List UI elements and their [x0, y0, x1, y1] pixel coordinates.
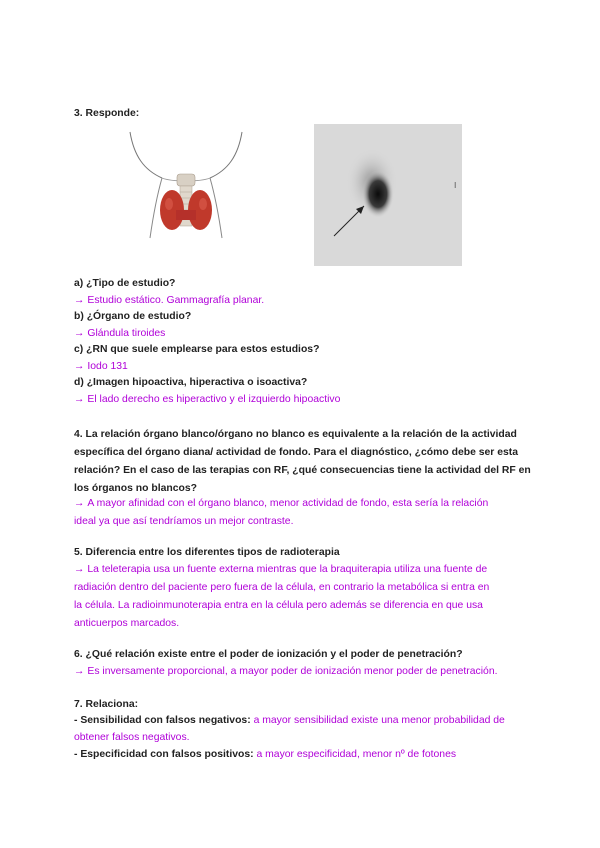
q5-answer-line: anticuerpos marcados. [74, 618, 180, 629]
q5-answer-line: la célula. La radioinmunoterapia entra en la célula pero además se diferencia en que usa [74, 600, 483, 611]
q4-answer-line: → A mayor afinidad con el órgano blanco, menor actividad de fondo, esta sería la relación [74, 498, 489, 509]
q7-item2-label: - Especificidad con falsos positivos: [74, 749, 254, 760]
arrow-icon: → [74, 564, 85, 575]
q3c-answer: → Iodo 131 [74, 361, 128, 372]
arrow-icon: → [74, 361, 85, 372]
arrow-icon: → [74, 498, 85, 509]
q3-title: 3. Responde: [74, 108, 140, 119]
q4-answer-line: ideal ya que así tendríamos un mejor contraste. [74, 516, 294, 527]
q3d-answer: → El lado derecho es hiperactivo y el izquierdo hipoactivo [74, 394, 341, 405]
q7-item1-answer-cont: obtener falsos negativos. [74, 732, 190, 743]
q6-title: 6. ¿Qué relación existe entre el poder de ionización y el poder de penetración? [74, 649, 463, 660]
q7-item-especificidad [74, 748, 456, 762]
q3c-question: c) ¿RN que suele emplearse para estos estudios? [74, 344, 320, 355]
q6-answer: → Es inversamente proporcional, a mayor poder de ionización menor poder de penetración. [74, 666, 498, 677]
thyroid-scintigraphy-image [314, 124, 462, 266]
q3a-answer: → Estudio estático. Gammagrafía planar. [74, 295, 265, 306]
q5-title: 5. Diferencia entre los diferentes tipos de radioterapia [74, 547, 340, 558]
q7-item1-answer: a mayor sensibilidad existe una menor probabilidad de [253, 715, 505, 726]
q3b-answer: → Glándula tiroides [74, 328, 166, 339]
q7-item1-label: - Sensibilidad con falsos negativos: [74, 715, 251, 726]
svg-text:I: I [454, 181, 457, 190]
arrow-icon: → [74, 666, 85, 677]
q4-question-line: relación? En el caso de las terapias con RF, ¿qué consecuencias tiene la actividad del RF en [74, 465, 531, 476]
thyroid-neck-illustration [120, 130, 252, 240]
q4-question-line: los órganos no blancos? [74, 483, 197, 494]
q5-answer-line: → La teleterapia usa un fuente externa mientras que la braquiterapia utiliza una fuente de [74, 564, 488, 575]
q7-title: 7. Relaciona: [74, 699, 139, 710]
q7-item-sensibilidad [74, 714, 505, 728]
q7-item2-answer: a mayor especificidad, menor nº de fotones [256, 749, 457, 760]
q3a-question: a) ¿Tipo de estudio? [74, 278, 176, 289]
q3d-question: d) ¿Imagen hipoactiva, hiperactiva o isoactiva? [74, 377, 308, 388]
arrow-icon: → [74, 295, 85, 306]
arrow-icon: → [74, 328, 85, 339]
q3b-question: b) ¿Órgano de estudio? [74, 311, 192, 322]
arrow-icon: → [74, 394, 85, 405]
q4-question-line: específica del órgano diana/ actividad de fondo. Para el diagnóstico, ¿cómo debe ser esta [74, 447, 519, 458]
q4-question-line: 4. La relación órgano blanco/órgano no blanco es equivalente a la relación de la actividad [74, 429, 517, 440]
q5-answer-line: radiación dentro del paciente pero fuera de la célula, en contrario la metabólica si entra en [74, 582, 490, 593]
